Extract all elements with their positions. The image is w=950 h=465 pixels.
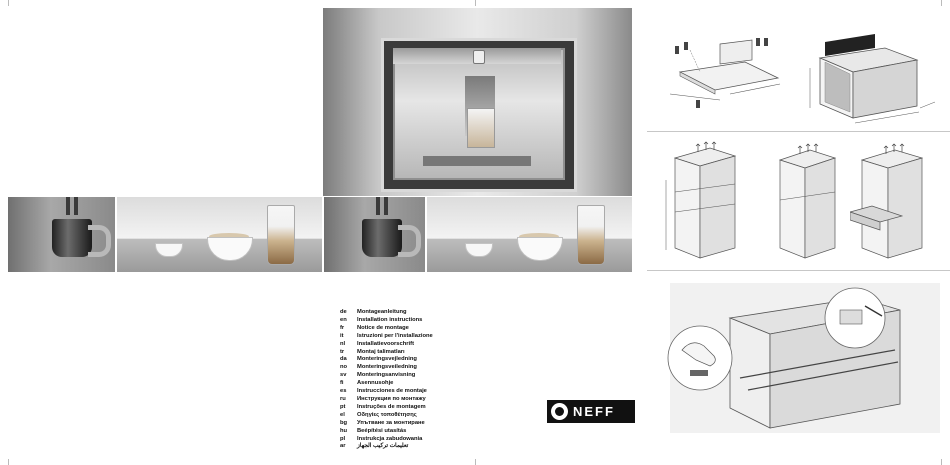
language-title: Οδηγίες τοποθέτησης <box>357 411 417 418</box>
language-title: تعليمات تركيب الجهاز <box>357 443 409 450</box>
language-entry <box>340 356 480 364</box>
section-divider <box>647 131 950 132</box>
latte-macchiato-glass <box>267 205 295 265</box>
coffee-spout <box>74 197 78 215</box>
language-code: da <box>340 356 347 363</box>
latte-macchiato-glass <box>577 205 605 265</box>
language-title: Montageanleitung <box>357 309 407 315</box>
section-divider <box>647 270 950 271</box>
cappuccino-cup <box>207 237 253 261</box>
language-code: it <box>340 332 344 339</box>
coffee-mug <box>52 219 92 257</box>
crop-mark <box>941 0 942 6</box>
language-title: Notice de montage <box>357 324 409 331</box>
language-code: ar <box>340 443 346 450</box>
mug-handle <box>398 225 421 257</box>
language-entry <box>340 420 480 428</box>
crop-mark <box>941 459 942 465</box>
language-code: fi <box>340 380 344 387</box>
language-code: en <box>340 316 347 323</box>
language-entry <box>340 372 480 380</box>
language-title: Instrucciones de montaje <box>357 388 427 395</box>
control-knob <box>473 50 485 64</box>
language-entry <box>340 364 480 372</box>
language-code: tr <box>340 348 345 355</box>
photo-cups-1 <box>117 197 322 272</box>
photo-cups-2 <box>427 197 632 272</box>
cabinet-diagram-1 <box>660 140 750 265</box>
language-entry <box>340 396 480 404</box>
coffee-spout <box>384 197 388 215</box>
language-entry <box>340 341 480 349</box>
language-code: bg <box>340 419 348 426</box>
mug-handle <box>88 225 111 257</box>
language-code: pt <box>340 403 346 410</box>
cabinet-diagram-3 <box>850 140 940 265</box>
language-entry <box>340 317 480 325</box>
language-entry <box>340 349 480 357</box>
language-title: Monteringsveiledning <box>357 364 417 371</box>
installation-detail-diagram <box>660 278 945 438</box>
language-code: de <box>340 309 347 315</box>
language-title: Инструкция по монтажу <box>357 395 426 402</box>
language-entry <box>340 428 480 436</box>
photo-dark-mug-2 <box>324 197 425 272</box>
language-title: Installatievoorschrift <box>357 340 415 347</box>
built-in-coffee-machine-photo <box>323 8 632 196</box>
coffee-mug <box>362 219 402 257</box>
language-entry <box>340 404 480 412</box>
crop-mark <box>475 459 476 465</box>
drip-tray <box>423 156 531 166</box>
coffee-spout <box>376 197 380 215</box>
crop-mark <box>475 0 476 6</box>
language-title: Istruzioni per l'installazione <box>357 332 433 339</box>
language-title: Упътване за монтиране <box>357 419 425 426</box>
language-code: hu <box>340 427 348 434</box>
language-entry <box>340 333 480 341</box>
appliance-niche-diagram <box>805 28 940 128</box>
language-title: Montaj talimatları <box>357 348 405 355</box>
logo-wordmark: NEFF <box>573 404 615 419</box>
neff-logo <box>547 400 635 423</box>
language-list <box>340 309 480 451</box>
language-code: fr <box>340 324 345 331</box>
language-entry <box>340 380 480 388</box>
language-title: Instrukcja zabudowania <box>357 435 423 442</box>
language-title: Instruções de montagem <box>357 403 426 410</box>
cappuccino-cup <box>517 237 563 261</box>
language-entry <box>340 309 480 317</box>
language-code: ru <box>340 395 346 402</box>
language-code: sv <box>340 372 347 379</box>
coffee-spout <box>66 197 70 215</box>
photo-dark-mug-1 <box>8 197 115 272</box>
language-title: Installation instructions <box>357 316 423 323</box>
language-code: no <box>340 364 348 371</box>
language-code: es <box>340 388 347 395</box>
language-title: Monteringsvejledning <box>357 356 417 363</box>
espresso-cup <box>465 243 493 257</box>
language-code: nl <box>340 340 346 347</box>
language-code: el <box>340 411 345 418</box>
neff-emblem-icon <box>551 403 568 420</box>
language-entry <box>340 412 480 420</box>
cabinet-diagram-2 <box>770 140 850 265</box>
espresso-cup <box>155 243 183 257</box>
mounting-tray-diagram <box>660 32 790 117</box>
language-entry <box>340 388 480 396</box>
language-code: pl <box>340 435 346 442</box>
language-entry <box>340 325 480 333</box>
language-entry <box>340 443 480 451</box>
language-title: Asennusohje <box>357 380 394 387</box>
crop-mark <box>8 459 9 465</box>
crop-mark <box>8 0 9 6</box>
language-title: Beépítési utasítás <box>357 427 407 434</box>
latte-glass <box>467 108 495 148</box>
language-title: Monteringsanvisning <box>357 372 416 379</box>
